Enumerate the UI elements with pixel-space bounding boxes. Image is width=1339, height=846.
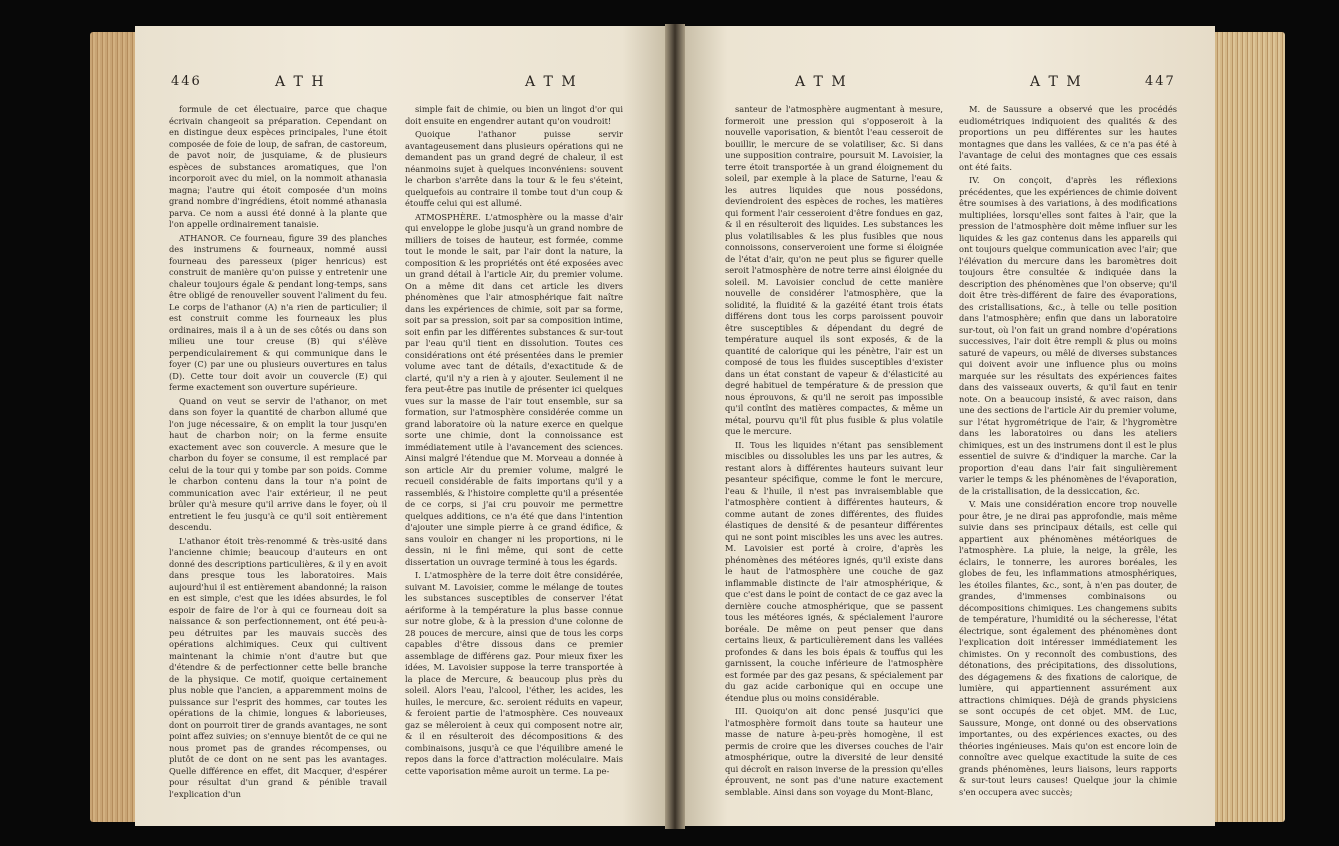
right-column-2 (959, 104, 1177, 809)
paragraph: ATMOSPHÈRE. L'atmosphère ou la masse d'air qui enveloppe le globe jusqu'à un grand nombre de milliers de toises de hauteur, est formée, comme tout le monde le sait, par l'air dont la nature, la composition & les propriétés ont été exposées avec un grand détail à l'article Air, du premier volume. On a même dit dans cet article les divers phénomènes que l'air atmosphérique fait naître dans les expériences de chimie, soit par sa forme, soit par sa pression, soit par sa composition intime, soit enfin par les différentes substances & sur-tout par l'eau qu'il tient en dissolution. Toutes ces considérations ont été présentées dans le premier volume avec tant de détails, d'exactitude & de clarté, qu'il n'y a rien à y ajouter. Seulement il ne fera peut-être pas inutile de présenter ici quelques vues sur la masse de l'air tout ensemble, sur sa formation, sur l'atmosphère considérée comme un grand laboratoire où la nature exerce en quelque sorte une chimie, dont la connoissance est immédiatement utile à l'avancement des sciences. Ainsi malgré l'étendue que M. Morveau a donnée à son article Air du premier volume, malgré le recueil considérable de faits importans qu'il y a rassemblés, & l'histoire complette qu'il a présentée de ce corps, si j'ai cru pouvoir me permettre quelques additions, ce n'a été que dans l'intention d'ajouter une simple pierre à ce grand édifice, & sans vouloir en changer ni les proportions, ni le dessin, ni le fini même, qui sont de cette dissertation un ouvrage terminé à tous les égards. (405, 211, 623, 567)
left-column-2 (405, 104, 623, 809)
right-page-header (685, 74, 1215, 100)
left-page (135, 26, 665, 826)
paragraph: II. Tous les liquides n'étant pas sensiblement miscibles ou dissolubles les uns par les autres, & restant alors à différentes hauteurs suivant leur pesanteur spécifique, comme le font le mercure, l'eau & l'huile, il n'est pas invraisemblable que l'atmosphère contient à différentes hauteurs, & comme autant de zones différentes, des fluides élastiques de densité & de pesanteur différentes qui ne sont point miscibles les uns avec les autres. M. Lavoisier est porté à croire, d'après les phénomènes des météores ignés, qu'il existe dans le haut de l'atmosphère une couche de gaz inflammable distincte de l'air atmosphérique, & que c'est dans le point de contact de ce gaz avec la dernière couche atmosphérique, que se passent tous les météores ignés, & spécialement l'aurore boréale. De même on peut penser que dans certains lieux, & particulièrement dans les vallées profondes & dans les bois épais & touffus qui les garnissent, la couche inférieure de l'atmosphère est formée par des gaz pesans, & spécialement par du gaz acide carbonique qui en occupe une étendue plus ou moins considérable. (725, 439, 943, 703)
paragraph: V. Mais une considération encore trop nouvelle pour être, je ne dirai pas approfondie, mais même suivie dans ses principaux détails, est celle qui appartient aux phénomènes météoriques de l'atmosphère. La pluie, la neige, la grêle, les éclairs, le tonnerre, les aurores boréales, les globes de feu, les inflammations atmosphériques, les étoiles filantes, &c., sont, à n'en pas douter, de grandes, d'immenses combinaisons ou décompositions chimiques. Les changemens subits de température, l'humidité ou la sécheresse, l'état électrique, sont également des phénomènes dont l'explication doit intéresser immédiatement les chimistes. On y reconnoît des combustions, des détonations, des précipitations, des dissolutions, des dégagemens & des fixations de calorique, de lumière, qui appartiennent assurément aux attractions chimiques. Déjà de grands physiciens se sont occupés de cet objet. MM. de Luc, Saussure, Monge, ont donné ou des observations importantes, ou des expériences exactes, ou des théories ingénieuses. Mais qu'on est encore loin de connoître avec quelque exactitude la suite de ces grands phénomènes, leurs liaisons, leurs rapports & sur-tout leurs causes! Quelque jour la chimie s'en occupera avec succès; (959, 499, 1177, 797)
paragraph: M. de Saussure a observé que les procédés eudiométriques indiquoient des qualités & des proportions un peu différentes sur les hautes montagnes que dans les vallées, & ce n'a pas été à l'avantage de celui des montagnes que ces essais ont été faits. (959, 104, 1177, 172)
paragraph: santeur de l'atmosphère augmentant à mesure, formeroit une pression qui s'opposeroit à la nouvelle vaporisation, & bientôt l'eau cesseroit de bouillir, le mercure de se volatiliser, &c. Si dans une supposition contraire, poursuit M. Lavoisier, la terre étoit transportée à un grand éloignement du soleil, par exemple à la place de Saturne, l'eau & les autres liquides que nous possédons, deviendroient des espèces de roches, les matières qui forment l'air cesseroient d'être fondues en gaz, & il en résulteroit des liquides. Les substances les plus volatilisables & les plus fusibles que nous connoissons, conserveroient une forme si éloignée de l'état d'air, qu'on ne peut plus se figurer quelle seroit l'atmosphère de notre terre ainsi éloignée du soleil. M. Lavoisier conclud de cette manière nouvelle de considérer l'atmosphère, que la solidité, la fluidité & la gazéité étant trois états différens dont tous les corps paroissent pouvoir être susceptibles & dépendant du degré de température auquel ils sont exposés, & de la quantité de calorique qui les pénètre, l'air est un composé de tous les fluides susceptibles d'exister dans un état constant de vapeur & d'élasticité au degré habituel de température & de pression que nous éprouvons, & qu'il ne seroit pas impossible qu'il contînt des matières compactes, & même un métal, pourvu qu'il fût plus fusible & plus volatile que le mercure. (725, 104, 943, 436)
paragraph: I. L'atmosphère de la terre doit être considérée, suivant M. Lavoisier, comme le mélange de toutes les substances susceptibles de conserver l'état aériforme à la température la plus basse connue sur notre globe, & à la pression d'une colonne de 28 pouces de mercure, ainsi que de tous les corps capables d'être dissous dans ce premier assemblage de différens gaz. Pour mieux fixer les idées, M. Lavoisier suppose la terre transportée à la place de Mercure, & beaucoup plus près du soleil. Alors l'eau, l'alcool, l'éther, les acides, les huiles, le mercure, &c. seroient réduits en vapeur, & feroient partie de l'atmosphère. Ces nouveaux gaz se mêleroient à ceux qui composent notre air, & il en résulteroit des décompositions & des combinaisons, jusqu'à ce que l'équilibre amené le repos dans la force d'attraction moléculaire. Mais cette vaporisation même auroit un terme. La pe- (405, 570, 623, 776)
right-header-left: A T M (795, 74, 848, 90)
paragraph: IV. On conçoit, d'après les réflexions précédentes, que les expériences de chimie doivent être soumises à des variations, à des modifications multipliées, lorsqu'elles sont faites à l'air, que la pression de l'atmosphère doit même influer sur les liquides & les gaz contenus dans les appareils qui ont toujours quelque communication avec l'air; que l'élévation du mercure dans les baromètres doit toujours être consultée & indiquée dans la description des phénomènes que l'on observe; qu'il doit être très-différent de faire des évaporations, des cristallisations, &c., à telle ou telle position dans l'atmosphère; enfin que dans un laboratoire sur-tout, où l'on fait un grand nombre d'opérations successives, l'air doit être rempli & plus ou moins saturé de vapeurs, ou mêlé de diverses substances qui doivent avoir une influence plus ou moins marquée sur les résultats des expériences faites dans des vaisseaux ouverts, & qu'il faut en tenir note. On a beaucoup insisté, & avec raison, dans une des sections de l'article Air du premier volume, sur l'état hygrométrique de l'air, & l'hygromètre dans les laboratoires ou dans les ateliers chimiques, est un des instrumens dont il est le plus essentiel de suivre & d'indiquer la marche. Car la proportion d'eau dans l'air fait singulièrement varier le temps & les phénomènes de l'évaporation, de la cristallisation, de la dessiccation, &c. (959, 175, 1177, 496)
paragraph: L'athanor étoit très-renommé & très-usité dans l'ancienne chimie; beaucoup d'auteurs en ont donné des descriptions particulières, & il y en avoit dans presque tous les laboratoires. Mais aujourd'hui il est entièrement abandonné; la raison en est simple, c'est que les idées absurdes, le fol espoir de faire de l'or à qui ce fourneau doit sa naissance & son perfectionnement, ont été peu-à-peu détruites par les mauvais succès des opérations alchimiques. Ceux qui cultivent maintenant la chimie n'ont d'autre but que d'étendre & de perfectionner cette belle branche de la physique. Ce motif, quoique certainement plus noble que l'ancien, a apparemment moins de puissance sur l'esprit des hommes, car toutes les opérations de la chimie, longues & laborieuses, dont on pourroit tirer de grands avantages, ne sont point affez suivies; on s'ennuye bientôt de ce qui ne nous promet pas de grandes récompenses, ou plutôt de ce dont on ne sent pas les avantages. Quelle différence en effet, dit Macquer, d'espérer pour résultat d'un grand & pénible travail l'explication d'un (169, 535, 387, 799)
book-gutter (665, 24, 685, 829)
paragraph: Quand on veut se servir de l'athanor, on met dans son foyer la quantité de charbon allumé que l'on juge nécessaire, & on emplit la tour jusqu'en haut de charbon noir; on la ferme ensuite exactement avec son couvercle. A mesure que le charbon du foyer se consume, il est remplacé par celui de la tour qui y tombe par son poids. Comme le charbon contenu dans la tour n'a point de communication avec l'air extérieur, il ne peut brûler qu'à mesure qu'il arrive dans le foyer, où il entretient le feu jusqu'à ce qu'il soit entièrement descendu. (169, 395, 387, 532)
right-page (685, 26, 1215, 826)
right-header-right: A T M (1030, 74, 1083, 90)
right-column-1 (725, 104, 943, 809)
paragraph: formule de cet électuaire, parce que chaque écrivain changeoit sa préparation. Cependant on en distingue deux espèces principales, l'une étoit composée de foie de loup, de safran, de castoreum, de pavot noir, de jusquiame, & de plusieurs espèces de substances aromatiques, que l'on incorporoit avec du miel, on la nommoit athanasia magna; l'autre qui étoit composée d'un moins grand nombre d'ingrédiens, étoit nommé athanasia parva. Ce nom a aussi été donné à la plante que l'on appelle ordinairement tanaisie. (169, 104, 387, 229)
paragraph: ATHANOR. Ce fourneau, figure 39 des planches des instrumens & fourneaux, nommé aussi fourneau des paresseux (piger henricus) est construit de manière qu'on puisse y entretenir une chaleur toujours égale & pendant long-temps, sans être obligé de renouveller souvent l'aliment du feu. Le corps de l'athanor (A) n'a rien de particulier; il est construit comme les fourneaux les plus ordinaires, mais il a à un de ses côtés ou dans son milieu une tour creuse (B) qui s'élève perpendiculairement & qui communique dans le foyer (C) par une ou plusieurs ouvertures en talus (D). Cette tour doit avoir un couvercle (E) qui ferme exactement son ouverture supérieure. (169, 232, 387, 392)
right-page-number: 447 (1145, 74, 1176, 89)
paragraph: Quoique l'athanor puisse servir avantageusement dans plusieurs opérations qui ne demandent pas un grand degré de chaleur, il est néanmoins sujet à quelques inconvéniens: souvent le charbon s'arrête dans la tour & le feu s'éteint, quelquefois au contraire il tombe tout d'un coup & étouffe celui qui est allumé. (405, 129, 623, 208)
left-header-right: A T M (525, 74, 578, 90)
left-header-left: A T H (275, 74, 326, 90)
left-page-header (135, 74, 665, 100)
paragraph: III. Quoiqu'on ait donc pensé jusqu'ici que l'atmosphère formoit dans toute sa hauteur une masse de nature à-peu-près homogène, il est permis de croire que les diverses couches de l'air atmosphérique, outre la diversité de leur densité qui décroît en raison inverse de la pression qu'elles éprouvent, ne sont pas d'une nature exactement semblable. Ainsi dans son voyage du Mont-Blanc, (725, 706, 943, 797)
left-column-1 (169, 104, 387, 809)
paragraph: simple fait de chimie, ou bien un lingot d'or qui doit ensuite en engendrer autant qu'on voudroit! (405, 104, 623, 126)
left-page-number: 446 (171, 74, 202, 89)
open-book (80, 14, 1285, 834)
